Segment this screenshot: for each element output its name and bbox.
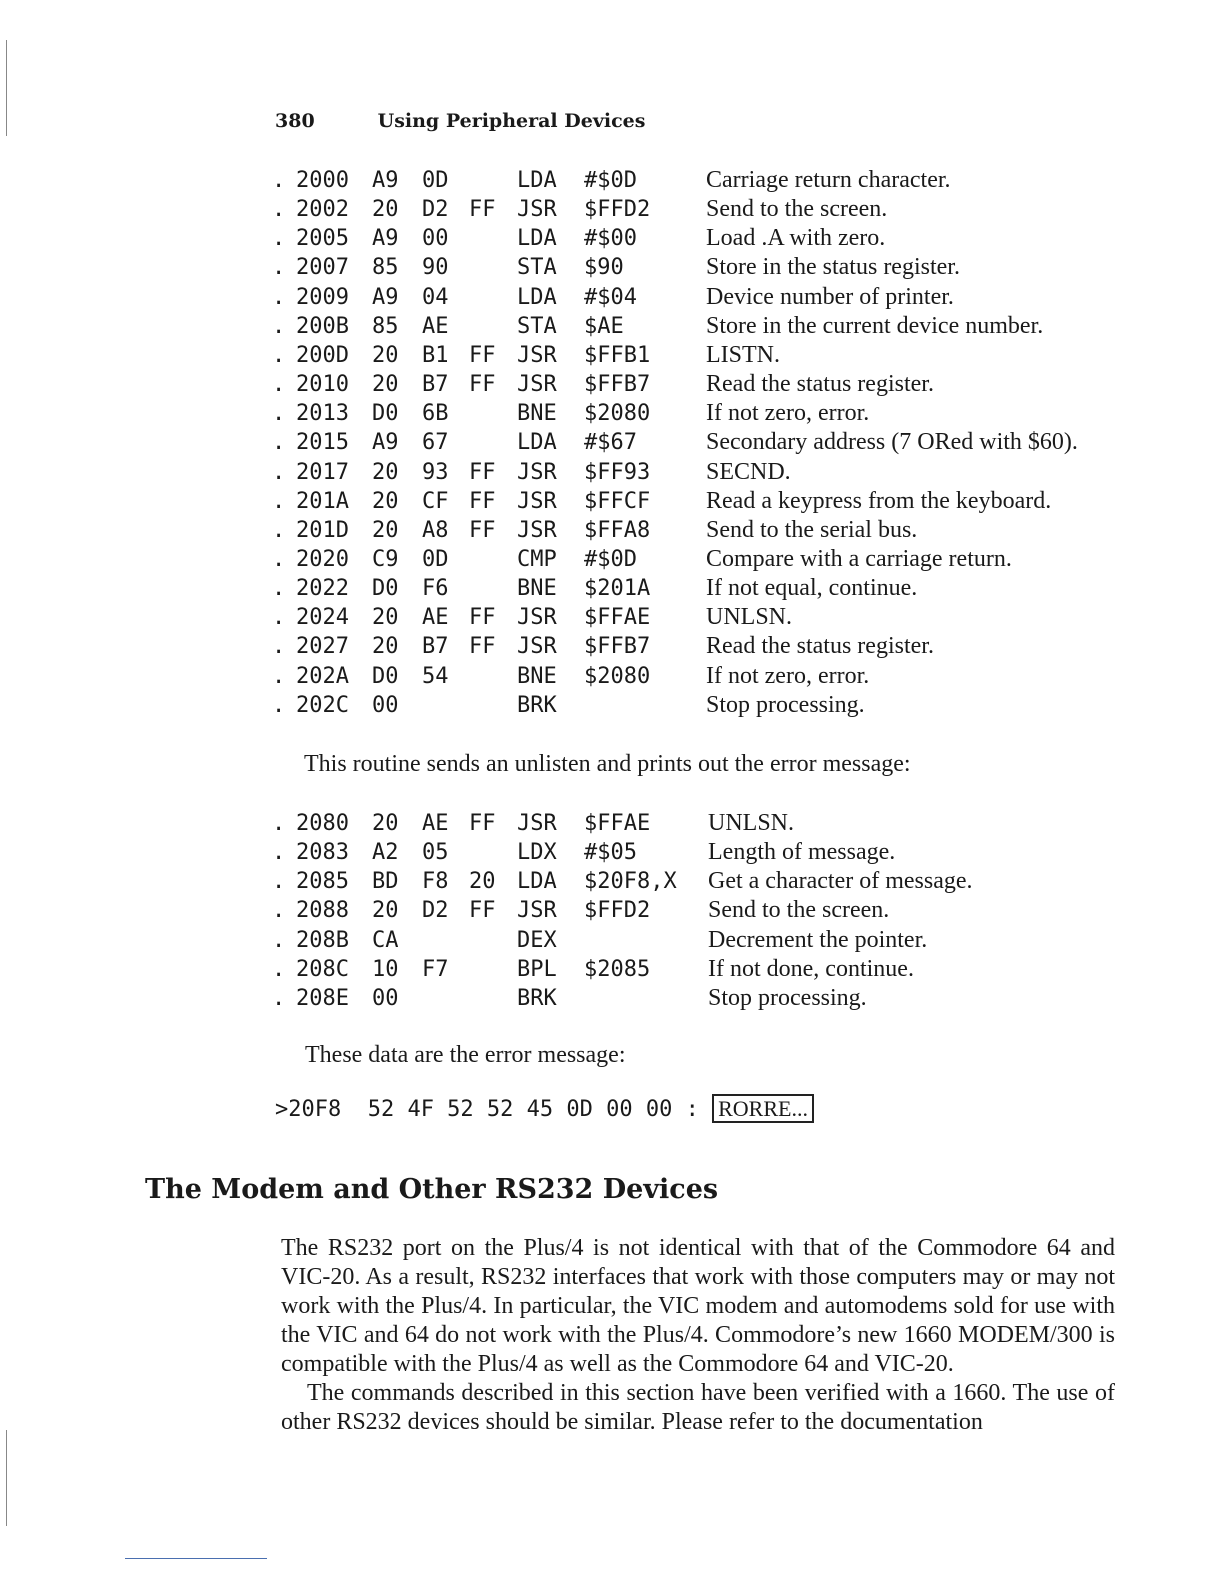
byte-1: A9 xyxy=(372,430,399,456)
address: 2022 xyxy=(296,576,349,602)
operand: $2085 xyxy=(584,956,651,982)
opcode: LDX xyxy=(517,840,557,866)
byte-2: D2 xyxy=(422,197,449,223)
byte-2: 00 xyxy=(422,226,449,252)
line-dot: . xyxy=(272,576,286,602)
operand: $2080 xyxy=(584,401,651,427)
operand: #$0D xyxy=(584,546,637,572)
comment: Decrement the pointer. xyxy=(708,926,928,953)
byte-1: 20 xyxy=(372,634,399,660)
operand: $2080 xyxy=(584,663,651,689)
operand: $FFCF xyxy=(584,488,651,514)
running-header xyxy=(275,110,645,132)
operand: $FFB7 xyxy=(584,372,651,398)
byte-1: A9 xyxy=(372,168,399,193)
byte-1: D0 xyxy=(372,576,399,602)
opcode: JSR xyxy=(517,634,557,660)
byte-1: 20 xyxy=(372,459,399,485)
byte-1: D0 xyxy=(372,663,399,689)
address: 2083 xyxy=(296,840,349,866)
line-dot: . xyxy=(272,840,286,866)
byte-1: C9 xyxy=(372,546,399,572)
byte-2: B1 xyxy=(422,342,449,368)
line-dot: . xyxy=(272,985,286,1011)
address: 2002 xyxy=(296,197,349,223)
opcode: LDA xyxy=(517,430,557,456)
opcode: JSR xyxy=(517,459,557,485)
line-dot: . xyxy=(272,956,286,982)
line-dot: . xyxy=(272,692,286,718)
comment: Read the status register. xyxy=(706,371,934,398)
comment: Stop processing. xyxy=(706,691,865,718)
byte-2: F6 xyxy=(422,576,449,602)
line-dot: . xyxy=(272,869,286,895)
body-text xyxy=(281,1234,1115,1437)
operand: $FFA8 xyxy=(584,517,651,543)
address: 2007 xyxy=(296,255,349,281)
line-dot: . xyxy=(272,197,286,223)
line-dot: . xyxy=(272,811,286,836)
opcode: BNE xyxy=(517,663,557,689)
operand: $AE xyxy=(584,313,624,339)
operand: $FFD2 xyxy=(584,898,651,924)
opcode: JSR xyxy=(517,898,557,924)
comment: If not zero, error. xyxy=(706,662,870,689)
byte-1: 10 xyxy=(372,956,399,982)
line-dot: . xyxy=(272,459,286,485)
comment: Read a keypress from the keyboard. xyxy=(706,487,1052,514)
line-dot: . xyxy=(272,342,286,368)
opcode: DEX xyxy=(517,927,557,953)
comment: Compare with a carriage return. xyxy=(706,545,1012,572)
line-dot: . xyxy=(272,546,286,572)
byte-2: 90 xyxy=(422,255,449,281)
address: 2005 xyxy=(296,226,349,252)
byte-2: AE xyxy=(422,605,449,631)
opcode: JSR xyxy=(517,811,557,836)
address: 202A xyxy=(296,663,349,689)
opcode: LDA xyxy=(517,168,557,193)
address: 2024 xyxy=(296,605,349,631)
address: 2010 xyxy=(296,372,349,398)
operand: $FFB1 xyxy=(584,342,651,368)
line-dot: . xyxy=(272,168,286,193)
line-dot: . xyxy=(272,430,286,456)
left-margin-rule-top xyxy=(6,40,7,136)
byte-2: 93 xyxy=(422,459,449,485)
paragraph-2: The commands described in this section have been verified with a 1660. The use of other RS232 devices should be similar. Please refer to the documentation xyxy=(281,1380,1115,1435)
byte-3: FF xyxy=(469,488,496,514)
comment: Carriage return character. xyxy=(706,167,951,193)
operand: $FFD2 xyxy=(584,197,651,223)
operand: #$04 xyxy=(584,284,637,310)
byte-2: 0D xyxy=(422,546,449,572)
opcode: BPL xyxy=(517,956,557,982)
opcode: BNE xyxy=(517,401,557,427)
comment: Send to the screen. xyxy=(708,897,890,924)
comment: Read the status register. xyxy=(706,633,934,660)
opcode: LDA xyxy=(517,869,557,895)
error-message-data xyxy=(275,1096,814,1122)
byte-3: 20 xyxy=(469,869,496,895)
byte-1: 20 xyxy=(372,605,399,631)
address: 2000 xyxy=(296,168,349,193)
byte-1: 00 xyxy=(372,692,399,718)
byte-2: 05 xyxy=(422,840,449,866)
byte-1: 20 xyxy=(372,372,399,398)
opcode: BRK xyxy=(517,692,557,718)
address: 2027 xyxy=(296,634,349,660)
address: 208B xyxy=(296,927,349,953)
address: 2013 xyxy=(296,401,349,427)
line-dot: . xyxy=(272,605,286,631)
byte-1: CA xyxy=(372,927,399,953)
byte-2: B7 xyxy=(422,634,449,660)
opcode: JSR xyxy=(517,488,557,514)
byte-3: FF xyxy=(469,372,496,398)
listing3-intro: These data are the error message: xyxy=(305,1042,626,1068)
address: 2015 xyxy=(296,430,349,456)
opcode: LDA xyxy=(517,284,557,310)
comment: UNLSN. xyxy=(706,604,793,631)
opcode: JSR xyxy=(517,342,557,368)
operand: $FF93 xyxy=(584,459,651,485)
byte-1: 20 xyxy=(372,342,399,368)
byte-2: A8 xyxy=(422,517,449,543)
byte-2: 0D xyxy=(422,168,449,193)
operand: $201A xyxy=(584,576,651,602)
byte-1: A9 xyxy=(372,284,399,310)
running-title: Using Peripheral Devices xyxy=(377,110,646,132)
byte-3: FF xyxy=(469,517,496,543)
page-number: 380 xyxy=(275,110,315,132)
operand: $90 xyxy=(584,255,624,281)
address: 2080 xyxy=(296,811,349,836)
line-dot: . xyxy=(272,517,286,543)
line-dot: . xyxy=(272,401,286,427)
line-dot: . xyxy=(272,313,286,339)
operand: #$05 xyxy=(584,840,637,866)
opcode: LDA xyxy=(517,226,557,252)
operand: #$00 xyxy=(584,226,637,252)
byte-3: FF xyxy=(469,634,496,660)
address: 2088 xyxy=(296,898,349,924)
byte-3: FF xyxy=(469,811,496,836)
address: 2009 xyxy=(296,284,349,310)
operand: $FFB7 xyxy=(584,634,651,660)
byte-2: 67 xyxy=(422,430,449,456)
address: 200D xyxy=(296,342,349,368)
line-dot: . xyxy=(272,634,286,660)
opcode: JSR xyxy=(517,197,557,223)
line-dot: . xyxy=(272,927,286,953)
line-dot: . xyxy=(272,255,286,281)
opcode: JSR xyxy=(517,605,557,631)
comment: Store in the status register. xyxy=(706,254,960,281)
byte-2: F7 xyxy=(422,956,449,982)
comment: Device number of printer. xyxy=(706,283,954,310)
byte-1: 85 xyxy=(372,255,399,281)
section-heading: The Modem and Other RS232 Devices xyxy=(145,1174,719,1205)
comment: LISTN. xyxy=(706,341,780,368)
byte-2: D2 xyxy=(422,898,449,924)
comment: Length of message. xyxy=(708,839,896,866)
boxed-ascii: RORRE... xyxy=(712,1094,814,1123)
address: 200B xyxy=(296,313,349,339)
listing2-intro: This routine sends an unlisten and prints out the error message: xyxy=(304,751,911,777)
byte-1: 20 xyxy=(372,488,399,514)
data-line-bytes: >20F8 52 4F 52 52 45 0D 00 00 : xyxy=(275,1097,699,1122)
byte-1: 20 xyxy=(372,197,399,223)
byte-2: AE xyxy=(422,811,449,836)
opcode: JSR xyxy=(517,372,557,398)
comment: Stop processing. xyxy=(708,984,867,1011)
byte-2: F8 xyxy=(422,869,449,895)
comment: Send to the screen. xyxy=(706,196,888,223)
byte-1: 20 xyxy=(372,811,399,836)
comment: Load .A with zero. xyxy=(706,225,886,252)
address: 201D xyxy=(296,517,349,543)
comment: If not done, continue. xyxy=(708,955,914,982)
opcode: STA xyxy=(517,255,557,281)
comment: Get a character of message. xyxy=(708,868,973,895)
line-dot: . xyxy=(272,284,286,310)
comment: Store in the current device number. xyxy=(706,312,1044,339)
byte-1: A9 xyxy=(372,226,399,252)
operand: $FFAE xyxy=(584,605,651,631)
left-margin-rule-bottom xyxy=(6,1430,7,1526)
opcode: BRK xyxy=(517,985,557,1011)
byte-3: FF xyxy=(469,605,496,631)
operand: $20F8,X xyxy=(584,869,677,895)
paragraph-1: The RS232 port on the Plus/4 is not identical with that of the Commodore 64 and VIC-20. As a result, RS232 interfaces that work with those computers may or may not work with the Plus/4. In particular, the VIC modem and automodems sold for use with the VIC and 64 do not work with the Plus/4. Commodore’s new 1660 MODEM/300 is compatible with the Plus/4 as well as the Commodore 64 and VIC-20. xyxy=(281,1235,1115,1377)
opcode: STA xyxy=(517,313,557,339)
byte-2: 6B xyxy=(422,401,449,427)
opcode: CMP xyxy=(517,546,557,572)
address: 202C xyxy=(296,692,349,718)
operand: #$0D xyxy=(584,168,637,193)
comment: If not equal, continue. xyxy=(706,575,918,602)
byte-1: 20 xyxy=(372,898,399,924)
byte-2: AE xyxy=(422,313,449,339)
byte-3: FF xyxy=(469,197,496,223)
line-dot: . xyxy=(272,488,286,514)
line-dot: . xyxy=(272,372,286,398)
byte-2: B7 xyxy=(422,372,449,398)
footer-rule xyxy=(125,1558,267,1559)
byte-3: FF xyxy=(469,459,496,485)
comment: If not zero, error. xyxy=(706,400,870,427)
address: 2085 xyxy=(296,869,349,895)
byte-2: 54 xyxy=(422,663,449,689)
address: 2020 xyxy=(296,546,349,572)
address: 2017 xyxy=(296,459,349,485)
byte-1: 00 xyxy=(372,985,399,1011)
opcode: JSR xyxy=(517,517,557,543)
line-dot: . xyxy=(272,898,286,924)
byte-1: 20 xyxy=(372,517,399,543)
byte-1: D0 xyxy=(372,401,399,427)
address: 208C xyxy=(296,956,349,982)
byte-3: FF xyxy=(469,898,496,924)
comment: Secondary address (7 ORed with $60). xyxy=(706,429,1078,456)
byte-1: BD xyxy=(372,869,399,895)
address: 208E xyxy=(296,985,349,1011)
address: 201A xyxy=(296,488,349,514)
byte-2: 04 xyxy=(422,284,449,310)
comment: SECND. xyxy=(706,458,791,485)
byte-1: 85 xyxy=(372,313,399,339)
byte-2: CF xyxy=(422,488,449,514)
line-dot: . xyxy=(272,226,286,252)
byte-1: A2 xyxy=(372,840,399,866)
operand: $FFAE xyxy=(584,811,651,836)
comment: Send to the serial bus. xyxy=(706,516,918,543)
line-dot: . xyxy=(272,663,286,689)
operand: #$67 xyxy=(584,430,637,456)
byte-3: FF xyxy=(469,342,496,368)
opcode: BNE xyxy=(517,576,557,602)
comment: UNLSN. xyxy=(708,810,795,836)
